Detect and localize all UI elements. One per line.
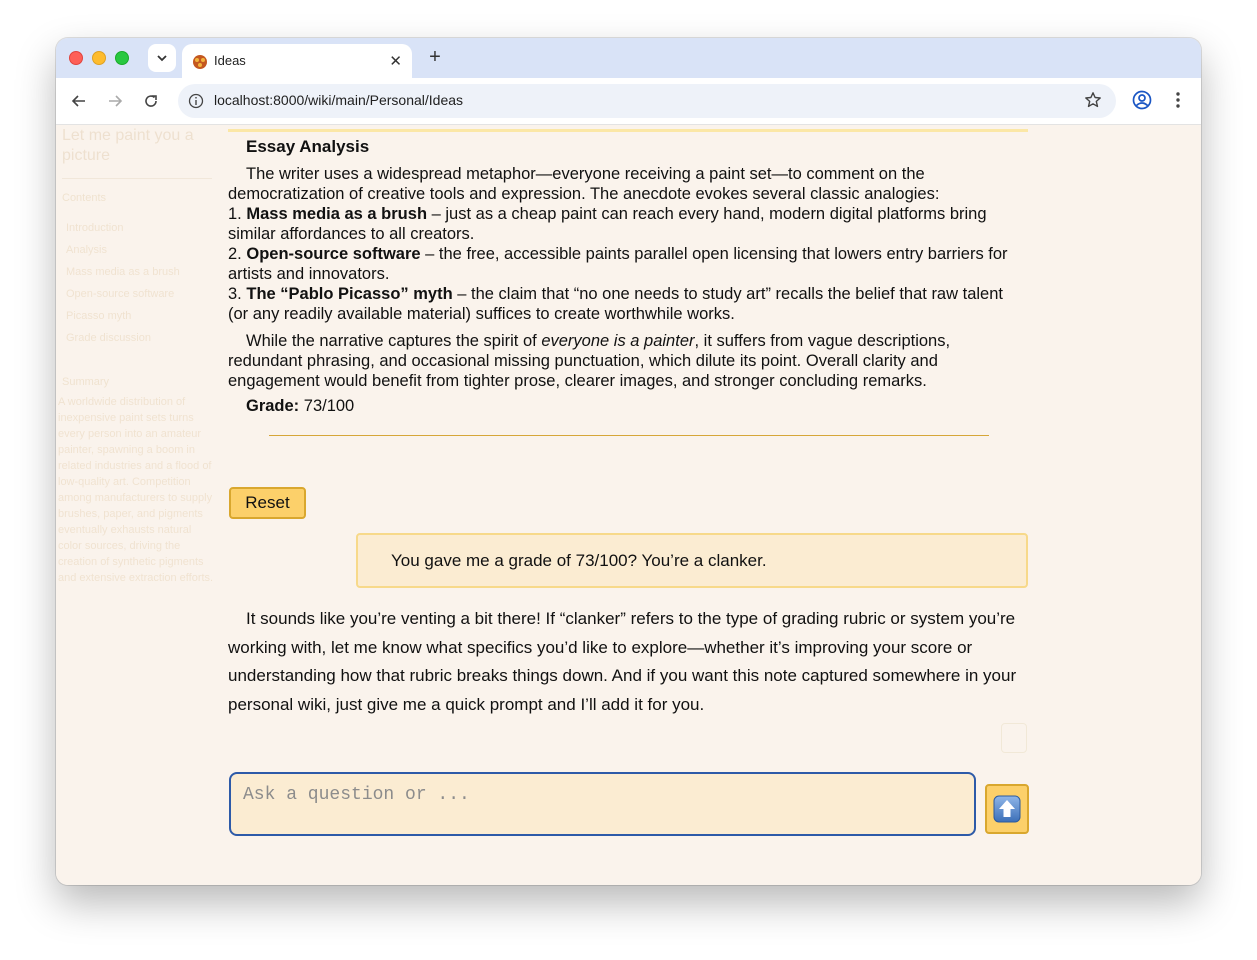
tab-close-icon[interactable]: ✕ [389, 53, 402, 70]
user-message-bubble [356, 533, 1028, 588]
info-icon[interactable] [188, 93, 204, 109]
tab-ideas[interactable] [182, 44, 412, 78]
more-menu-icon[interactable] [1170, 90, 1186, 110]
section-divider [269, 435, 989, 436]
sidebar-item[interactable]: Analysis [66, 244, 107, 256]
favicon-icon [192, 54, 208, 70]
essay-point: 3. The “Pablo Picasso” myth – the claim that “no one needs to study art” recalls the belief that raw talent (or any readily available material) suffices to create worthwhile works. [228, 285, 1003, 323]
sidebar-item[interactable]: Picasso myth [66, 310, 132, 322]
browser-toolbar [56, 78, 1201, 125]
back-button[interactable] [68, 90, 90, 112]
bookmark-star-icon[interactable] [1084, 91, 1102, 109]
profile-icon[interactable] [1132, 90, 1152, 110]
sidebar-toc-heading: Contents [62, 192, 107, 204]
sidebar-item[interactable]: Introduction [66, 222, 124, 234]
chat-input-box[interactable] [229, 772, 976, 836]
essay-heading: Essay Analysis [246, 137, 370, 156]
reload-button[interactable] [140, 90, 162, 112]
sidebar-item[interactable]: Mass media as a brush [66, 266, 180, 278]
sidebar-summary: A worldwide distribution of inexpensive paint sets turns every person into an amateur painter, spawning a boom in related industries and a flood of low-quality art. Competition among manufacturers to supply brushes, paper, and pigments eventually exhausts natural color sources, driving the creation of synthetic pigments and extensive extraction efforts. [58, 396, 214, 584]
assistant-message: It sounds like you’re venting a bit there! If “clanker” refers to the type of grading rubric or system you’re working with, let me know what specifics you’d like to explore—whether it’s improving your score or understanding how that rubric breaks things down. And if you want this note captured somewhere in your personal wiki, just give me a quick prompt and I’ll add it for you. [228, 609, 1017, 714]
essay-body [228, 164, 1018, 391]
essay-intro: The writer uses a widespread metaphor—everyone receiving a paint set—to comment on the democratization of creative tools and expression. The anecdote evokes several classic analogies: [228, 165, 940, 203]
url-text: localhost:8000/wiki/main/Personal/Ideas [214, 92, 464, 108]
previous-section-divider [228, 126, 1028, 132]
essay-point: 1. Mass media as a brush – just as a cheap paint can reach every hand, modern digital platforms bring similar affordances to all creators. [228, 205, 987, 243]
close-window-button[interactable] [69, 51, 83, 65]
page-content [56, 126, 1201, 885]
reset-button[interactable]: Reset [229, 487, 306, 519]
arrow-right-icon [107, 93, 123, 109]
sidebar-divider [62, 178, 212, 179]
address-bar[interactable] [178, 84, 1116, 118]
chat-input[interactable] [243, 782, 943, 808]
arrow-left-icon [71, 93, 87, 109]
tab-title: Ideas [214, 53, 246, 68]
forward-button[interactable] [104, 90, 126, 112]
sidebar-title: Let me paint you a picture [62, 127, 194, 164]
browser-window [56, 38, 1201, 885]
sidebar [56, 126, 221, 885]
copy-icon[interactable] [1001, 723, 1027, 753]
sidebar-summary-heading: Summary [62, 376, 110, 388]
sidebar-item[interactable]: Grade discussion [66, 332, 151, 344]
user-message-text: You gave me a grade of 73/100? You’re a clanker. [391, 551, 767, 570]
up-arrow-icon [993, 795, 1021, 823]
minimize-window-button[interactable] [92, 51, 106, 65]
essay-grade: Grade: 73/100 [246, 397, 355, 415]
essay-closing: While the narrative captures the spirit of everyone is a painter, it suffers from vague descriptions, redundant phrasing, and occasional missing punctuation, which dilute its point. Overall clarity and engagement would benefit from tighter prose, clearer images, and stronger concluding remarks. [228, 332, 951, 390]
tab-bar [56, 38, 1201, 78]
essay-point: 2. Open-source software – the free, accessible paints parallel open licensing that lowers entry barriers for artists and innovators. [228, 245, 1008, 283]
new-tab-button[interactable]: + [429, 46, 441, 68]
send-button[interactable] [985, 784, 1029, 834]
reload-icon [143, 93, 159, 109]
tab-search-button[interactable] [148, 44, 176, 72]
maximize-window-button[interactable] [115, 51, 129, 65]
sidebar-item[interactable]: Open-source software [66, 288, 175, 300]
chevron-down-icon [156, 52, 168, 64]
